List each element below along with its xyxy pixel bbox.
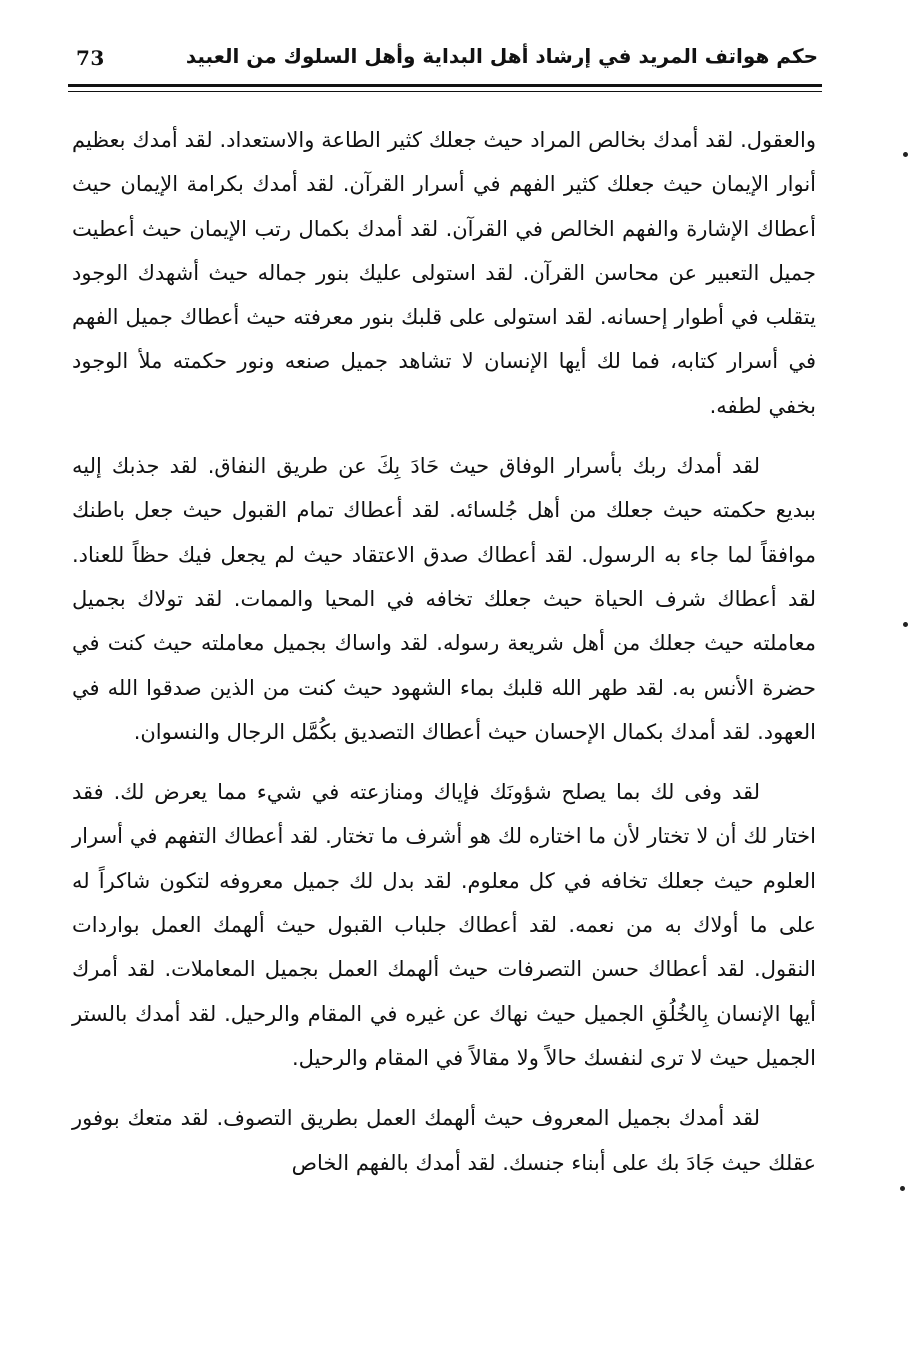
header-rule-thick <box>68 84 822 87</box>
page-number: 73 <box>76 46 105 70</box>
body-text <box>72 118 816 1201</box>
running-title: حكم هواتف المريد في إرشاد أهل البداية وأهل السلوك من العبيد <box>185 44 818 68</box>
paragraph-1: والعقول. لقد أمدك بخالص المراد حيث جعلك كثير الطاعة والاستعداد. لقد أمدك بعظيم أنوار الإيمان حيث جعلك كثير الفهم في أسرار القرآن. لقد أمدك بكرامة الإيمان حيث أعطاك الإشارة والفهم الخالص في القرآن. لقد أمدك بكمال رتب الإيمان حيث أعطيت جميل التعبير عن محاسن القرآن. لقد استولى عليك بنور جماله حيث أشهدك الوجود يتقلب في أطوار إحسانه. لقد استولى على قلبك بنور معرفته حيث أعطاك جميل الفهم في أسرار كتابه، فما لك أيها الإنسان لا تشاهد جميل صنعه ونور حكمته ملأ الوجود بخفي لطفه. <box>72 128 816 418</box>
paragraph-4: لقد أمدك بجميل المعروف حيث ألهمك العمل بطريق التصوف. لقد متعك بوفور عقلك حيث جَادَ بك على أبناء جنسك. لقد أمدك بالفهم الخاص <box>72 1106 816 1175</box>
paragraph-3: لقد وفى لك بما يصلح شؤونَك فإياك ومنازعته في شيء مما يعرض لك. فقد اختار لك أن لا تختار لأن ما اختاره لك هو أشرف ما تختار. لقد أعطاك التفهم في أسرار العلوم حيث جعلك تخافه في كل معلوم. لقد بدل لك جميل معروفه لتكون شاكراً له على ما أولاك به من نعمه. لقد أعطاك جلباب القبول حيث ألهمك العمل بواردات النقول. لقد أعطاك حسن التصرفات حيث ألهمك العمل بجميل المعاملات. لقد أمرك أيها الإنسان بِالخُلُقِ الجميل حيث نهاك عن غيره في المقام والرحيل. لقد أمدك بالستر الجميل حيث لا ترى لنفسك حالاً ولا مقالاً في المقام والرحيل. <box>72 780 816 1070</box>
margin-mark <box>903 622 908 627</box>
margin-mark <box>903 152 908 157</box>
page-header <box>68 40 818 80</box>
paragraph-2: لقد أمدك ربك بأسرار الوفاق حيث حَادَ بِكَ عن طريق النفاق. لقد جذبك إليه ببديع حكمته حيث جعلك من أهل جُلسائه. لقد أعطاك تمام القبول حيث جعل باطنك موافقاً لما جاء به الرسول. لقد أعطاك صدق الاعتقاد حيث لم يجعل فيك حظاً للعناد. لقد أعطاك شرف الحياة حيث جعلك تخافه في المحيا والممات. لقد تولاك بجميل معاملته حيث جعلك من أهل شريعة رسوله. لقد واساك بجميل معاملته حيث كنت في حضرة الأنس به. لقد طهر الله قلبك بماء الشهود حيث كنت من الذين صدقوا الله في العهود. لقد أمدك بكمال الإحسان حيث أعطاك التصديق بكُمَّل الرجال والنسوان. <box>72 454 816 744</box>
margin-mark <box>900 1186 905 1191</box>
header-rule-thin <box>68 91 822 92</box>
